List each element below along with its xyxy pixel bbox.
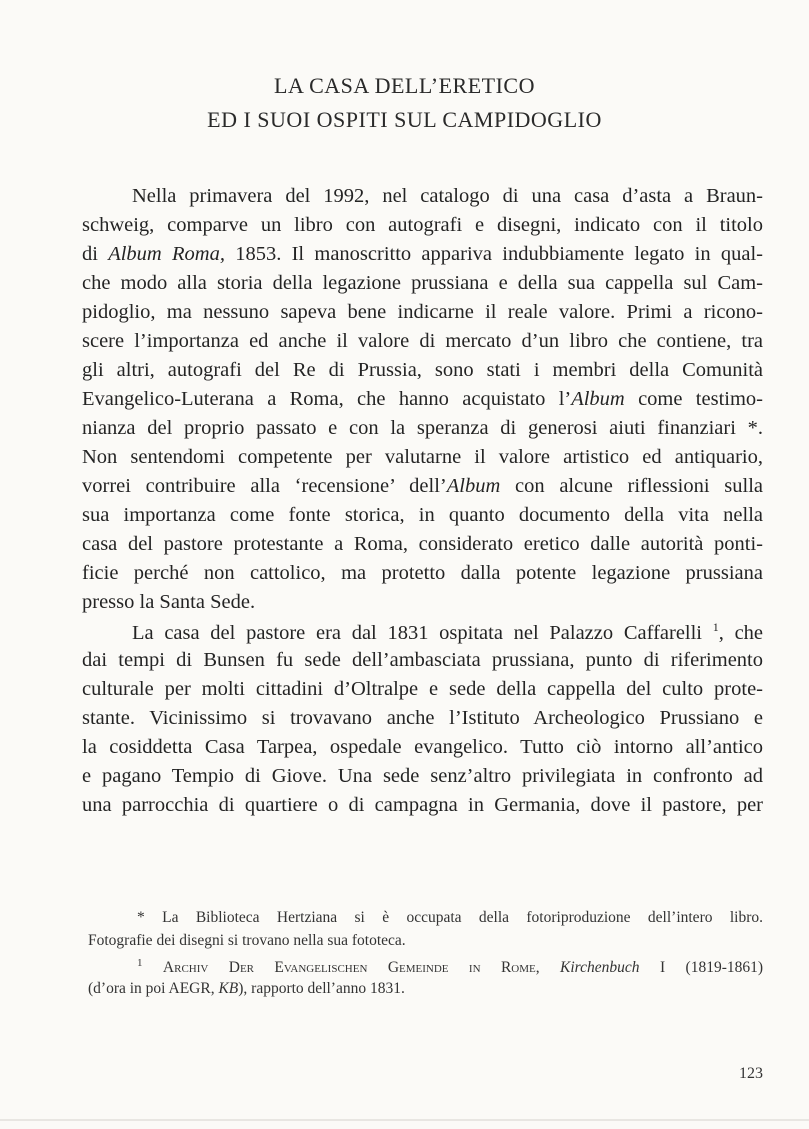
scan-edge-divider [0,1119,809,1121]
body-fragment: Evangelico-Luterana a Roma, che hanno acquistato l’ [82,388,572,410]
body-line: scere l’importanza ed anche il valore di mercato d’un libro che contiene, tra [82,330,763,352]
body-line: culturale per molti cittadini d’Oltralpe e sede della cappella del culto prote- [82,678,763,700]
body-line: casa del pastore protestante a Roma, considerato eretico dalle autorità ponti- [82,533,763,555]
page-title-line-1: LA CASA DELL’ERETICO [274,73,535,98]
footnote-fragment: ), rapporto dell’anno 1831. [238,980,405,997]
body-line: pidoglio, ma nessuno sapeva bene indicarne il reale valore. Primi a ricono- [82,301,763,323]
body-line: che modo alla storia della legazione prussiana e della sua cappella sul Cam- [82,272,763,294]
footnote-fragment: (d’ora in poi AEGR, [88,980,215,997]
body-line: Non sentendomi competente per valutarne il valore artistico ed antiquario, [82,446,763,468]
body-line [82,244,763,265]
body-fragment: La casa del pastore era dal 1831 ospitata nel Palazzo Caffarelli [132,621,703,644]
body-fragment: di [82,243,98,265]
body-line: sua importanza come fonte storica, in quanto documento della vita nella [82,504,763,526]
footnote-one-line-2 [88,981,763,997]
page-title-line-2: ED I SUOI OSPITI SUL CAMPIDOGLIO [207,107,602,132]
footnote-star-line-1: * La Biblioteca Hertziana si è occupata della fotoriproduzione dell’intero libro. [137,909,763,926]
body-line: presso la Santa Sede. [82,591,256,613]
page-number: 123 [739,1065,763,1082]
archive-name: Archiv Der Evangelischen Gemeinde in Rome, [162,959,540,977]
body-line: schweig, comparve un libro con autografi e disegni, indicato con il titolo [82,214,763,236]
footnote-fragment: I (1819-1861) [659,959,764,977]
body-line: nianza del proprio passato e con la speranza di generosi aiuti finanziari *. [82,417,763,439]
body-fragment: vorrei contribuire alla ‘recensione’ dell’ [82,475,447,497]
body-line [82,476,763,497]
body-fragment: 1853. Il manoscritto appariva indubbiamente legato in qual- [235,243,763,265]
body-line: Nella primavera del 1992, nel catalogo di una casa d’asta a Braun- [132,185,763,207]
album-roma-italic: Album Roma, [108,243,225,265]
body-line: e pagano Tempio di Giove. Una sede senz’altro privilegiata in confronto ad [82,765,763,787]
album-italic: Album [571,388,625,410]
body-line: una parrocchia di quartiere o di campagna in Germania, dove il pastore, per [82,794,763,816]
body-line: ficie perché non cattolico, ma protetto dalla potente legazione prussiana [82,562,763,584]
footnote-reference: 1 [712,620,719,634]
footnote-mark: 1 [137,957,143,969]
body-line: la cosiddetta Casa Tarpea, ospedale evangelico. Tutto ciò intorno all’antico [82,736,763,758]
body-fragment: come testimo- [638,388,763,410]
body-line [132,621,763,643]
body-fragment: , che [718,621,764,644]
body-line: stante. Vicinissimo si trovavano anche l’Istituto Archeologico Prussiano e [82,707,763,729]
body-line [82,389,763,410]
body-line: gli altri, autografi del Re di Prussia, sono stati i membri della Comunità [82,359,763,381]
footnote-star-line-2: Fotografie dei disegni si trovano nella sua fototeca. [88,932,406,949]
body-line: dai tempi di Bunsen fu sede dell’ambasciata prussiana, punto di riferimento [82,649,763,671]
kirchenbuch-italic: Kirchenbuch [560,959,640,977]
kb-italic: KB [218,980,239,997]
footnote-one-line-1 [137,958,763,976]
album-italic: Album [446,475,501,497]
body-fragment: con alcune riflessioni sulla [515,475,763,497]
